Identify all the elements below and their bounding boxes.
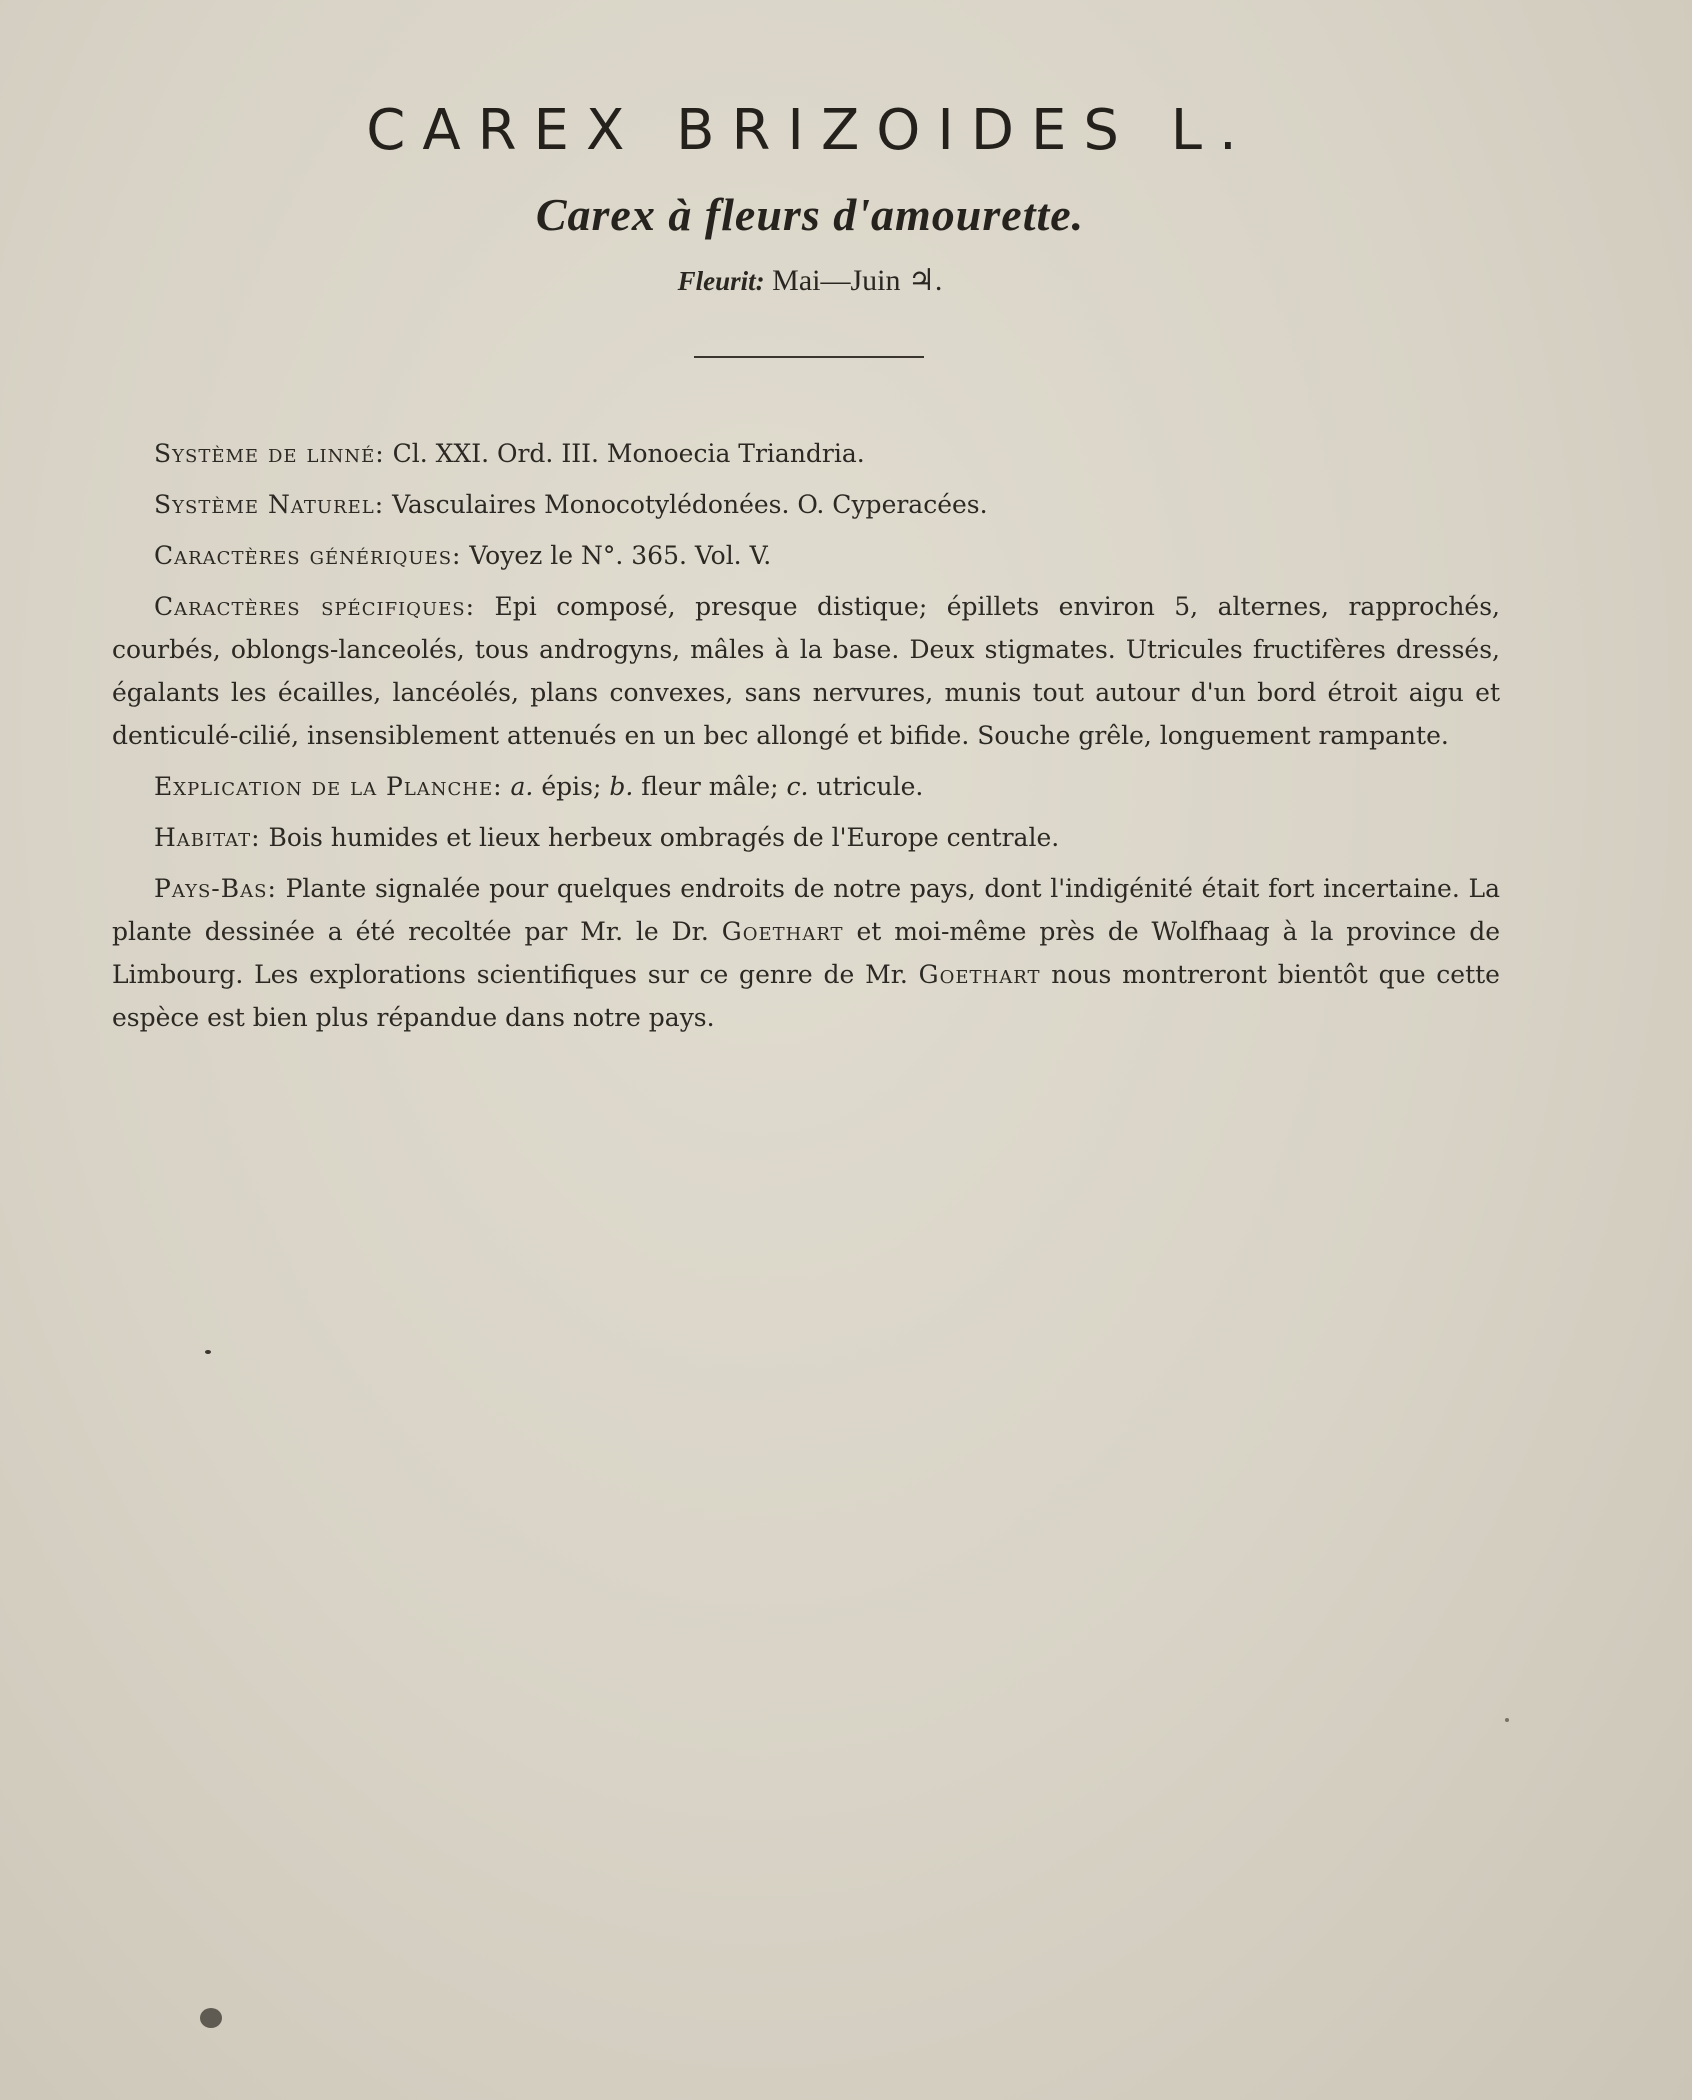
section-label: Caractères spécifiques: <box>154 592 475 621</box>
plate-key-b: b. <box>609 772 634 801</box>
section-text <box>503 772 511 801</box>
section-label: Explication de la Planche: <box>154 772 503 801</box>
section-habitat <box>112 816 1500 859</box>
section-netherlands <box>112 867 1500 1039</box>
section-generic-characters <box>112 534 1500 577</box>
section-label: Pays-Bas: <box>154 874 277 903</box>
description-body <box>112 432 1500 1047</box>
section-specific-characters <box>112 585 1500 757</box>
section-text: Vasculaires Monocotylédonées. O. Cyperacées. <box>384 490 988 519</box>
person-name: Goethart <box>721 917 844 946</box>
common-name-subtitle: Carex à fleurs d'amourette. <box>535 189 1085 240</box>
plate-key-c: c. <box>786 772 809 801</box>
paper-speck <box>1505 1718 1509 1722</box>
section-text: Cl. XXI. Ord. III. Monoecia Triandria. <box>384 439 865 468</box>
divider-rule <box>694 356 924 358</box>
section-linnaeus-system <box>112 432 1500 475</box>
section-text: épis; <box>533 772 610 801</box>
section-text: utricule. <box>808 772 924 801</box>
species-title: CAREX BRIZOIDES L. <box>366 98 1254 163</box>
section-text: Bois humides et lieux herbeux ombragés de l'Europe centrale. <box>260 823 1060 852</box>
flowering-value: Mai—Juin ♃. <box>772 264 943 297</box>
section-label: Habitat: <box>154 823 261 852</box>
section-text: et moi-même près de Wolfhaag à la province de Limbourg. Les explorations scientifiques sur ce genre de Mr. <box>112 917 1501 989</box>
section-text: Epi composé, presque distique; épillets environ 5, alternes, rapprochés, courbés, oblongs-lanceolés, tous androgyns, mâles à la base. Deux stigmates. Utricules fructifères dressés, égalants les écailles, lancéolés, plans convexes, sans nervures, munis tout autour d'un bord étroit aigu et denticulé-cilié, insensiblement attenués en un bec allongé et bifide. Souche grêle, longuement rampante. <box>112 592 1501 750</box>
flowering-period <box>0 263 1620 298</box>
section-text: Voyez le N°. 365. Vol. V. <box>461 541 772 570</box>
paper-speck <box>205 1350 211 1354</box>
section-text: nous montreront bientôt que cette espèce est bien plus répandue dans notre pays. <box>112 960 1500 1032</box>
section-plate-explanation <box>112 765 1500 808</box>
paper-speck <box>200 2008 222 2028</box>
flowering-label: Fleurit: <box>677 266 765 296</box>
section-text: fleur mâle; <box>633 772 787 801</box>
section-label: Caractères génériques: <box>154 541 462 570</box>
section-label: Système de linné: <box>154 439 385 468</box>
section-label: Système Naturel: <box>154 490 385 519</box>
section-natural-system <box>112 483 1500 526</box>
section-text: Plante signalée pour quelques endroits de notre pays, dont l'indigénité était fort incertaine. La plante dessinée a été recoltée par Mr. le Dr. <box>112 874 1500 946</box>
person-name: Goethart <box>918 960 1041 989</box>
plate-key-a: a. <box>510 772 534 801</box>
